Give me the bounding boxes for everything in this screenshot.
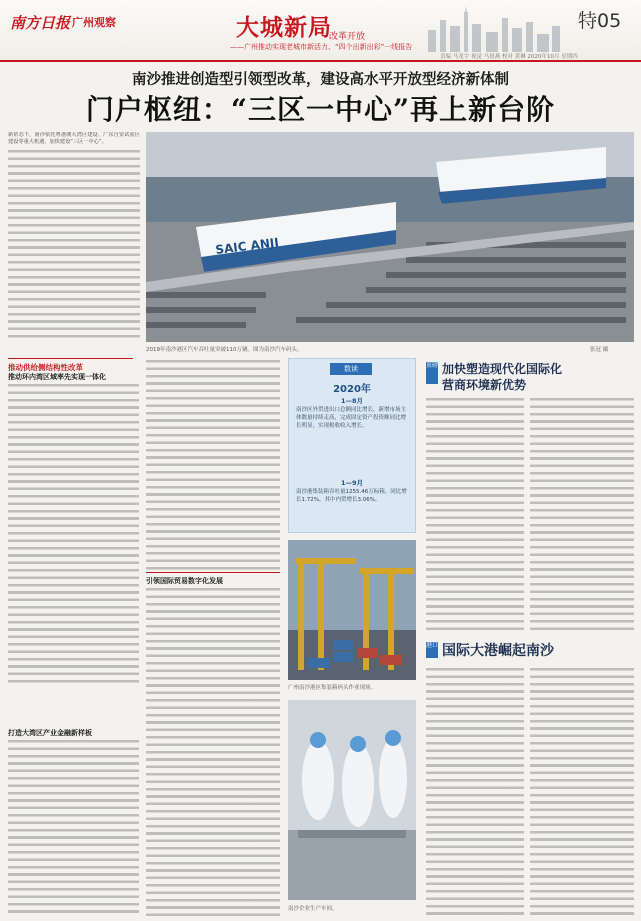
crane-photo [288,540,416,680]
port-photo [146,132,634,342]
svg-text:SAIC ANJI: SAIC ANJI [214,235,280,257]
crane-photo-caption: 广州南沙港区集装箱码头作业现场。 [288,685,377,691]
data-box-badge: 数读 [330,363,372,375]
page-number: 特05 [578,10,622,32]
page-credits: 责编 马龙宇 视觉 马晨燕 校对 黄琳 2020年10月 星期四 [440,54,578,60]
masthead-slogan: ——广州推动实现老城市新活力、“四个出新出彩”一线报告 [230,43,413,51]
lead-paragraph: 新常态下，南沙依托粤港澳大湾区建设、广东自贸试验区建设等重大机遇，加快建设“三区一中心”。 [8,132,140,146]
left-text-block-2 [8,740,139,916]
lead-text-block [8,150,140,338]
paper-name: 广州观察 [72,16,116,29]
right-tag-2: 港口 [426,642,438,658]
data-text-2: 南沙港集装箱吞吐量1255.46万标箱，同比增长1.72%，其中内贸增长3.06%。 [296,489,407,503]
left-section-head-1: 推动供给侧结构性改革 [8,363,83,372]
city-skyline-icon [420,6,570,52]
right-text-block-1a [426,398,524,630]
mid-divider [146,572,280,573]
brand-subtitle: 改革开放 [329,32,366,42]
right-section-head-1-line2: 营商环境新优势 [442,378,527,392]
left-section-sub-1: 推动环内湾区域率先实现一体化 [8,373,106,381]
right-section-head-2: 国际大港崛起南沙 [442,643,554,659]
data-period-2: 1—9月 [340,479,364,487]
mid-text-block-3 [146,588,280,916]
data-period-1: 1—8月 [340,397,364,405]
data-text-1: 南沙区外贸进出口总额同比增长，新增市场主体数量持续走高，完成固定资产投资额同比增长明显，实现税收收入增长。 [296,407,407,429]
mid-text-block-1 [146,360,280,550]
mid-text-block-2 [146,552,280,570]
brand-title: 大城新局 [236,14,332,41]
photo-caption: 2019年南沙港区汽车吞吐量突破110万辆。图为南沙汽车码头。 [146,347,303,353]
mid-section-head-2: 引领国际贸易数字化发展 [146,577,223,585]
data-box-year: 2020年 [333,384,371,395]
right-text-block-1b [530,398,634,630]
right-text-block-2a [426,668,524,916]
article-subtitle: 南沙推进创造型引领型改革，建设高水平开放型经济新体制 [132,71,509,88]
factory-photo-caption: 南沙企业生产车间。 [288,906,338,912]
left-section-head-2: 打造大湾区产业金融新样板 [8,729,92,737]
photo-credit: 张冠 摄 [590,347,609,353]
left-text-block-1 [8,384,139,684]
article-headline: 门户枢纽：“三区一中心”再上新台阶 [85,93,556,126]
left-divider [8,358,133,359]
right-tag-1: 重磅 [426,362,438,384]
right-section-head-1-line1: 加快塑造现代化国际化 [442,362,563,376]
factory-photo [288,700,416,900]
right-text-block-2b [530,668,634,916]
svg-text:南方日报: 南方日报 [10,14,71,32]
